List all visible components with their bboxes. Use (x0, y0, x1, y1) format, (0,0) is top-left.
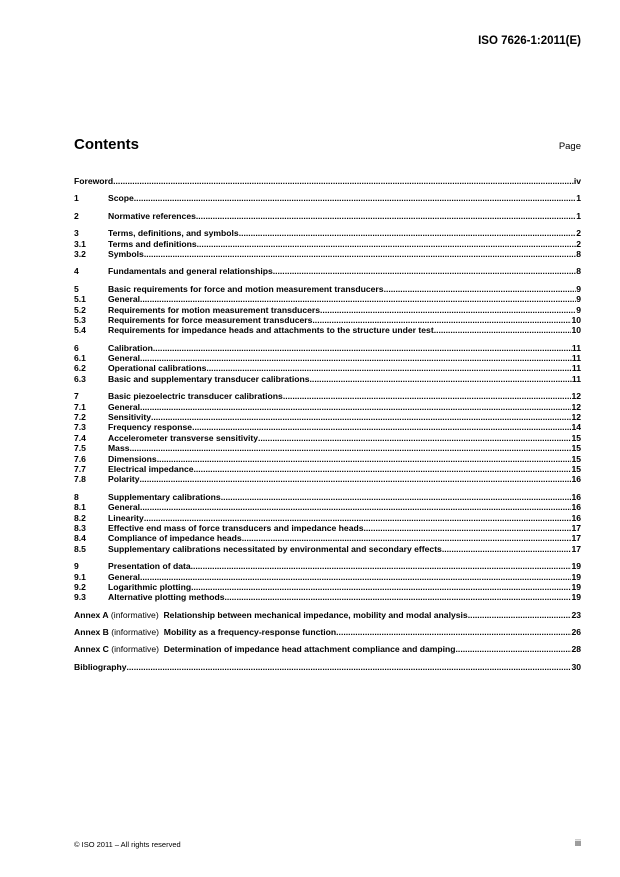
toc-entry-number: 7.8 (74, 474, 86, 485)
toc-entry-page: 17 (571, 533, 581, 544)
toc-entry-title: Basic piezoelectric transducer calibrations (108, 391, 283, 402)
toc-entry-number: 6.1 (74, 353, 86, 364)
toc-leader-dots (196, 211, 576, 221)
toc-entry-number: 3 (74, 228, 79, 239)
toc-entry-page: 12 (571, 391, 581, 402)
toc-entry-page: 16 (571, 491, 581, 502)
toc-entry-number: 7 (74, 391, 79, 402)
toc-entry-page: 8 (576, 248, 581, 259)
toc-entry-page: 12 (571, 412, 581, 423)
toc-entry-page: 15 (571, 453, 581, 464)
toc-entry[interactable] (74, 433, 581, 443)
toc-entry[interactable] (74, 464, 581, 474)
toc-entry-number: 9 (74, 561, 79, 572)
toc-entry-number: 8.2 (74, 512, 86, 523)
toc-entry-number: 2 (74, 210, 79, 221)
toc-entry-number: 9.1 (74, 571, 86, 582)
toc-entry-number: 8 (74, 491, 79, 502)
toc-leader-dots (194, 464, 572, 474)
table-of-contents (74, 176, 581, 672)
toc-annex-heading (74, 627, 336, 637)
toc-entry[interactable] (74, 305, 581, 315)
toc-leader-dots (221, 492, 572, 502)
toc-entry-title: Bibliography (74, 661, 127, 672)
toc-entry-title: Effective end mass of force transducers and impedance heads (108, 522, 364, 533)
toc-entry-page: 9 (576, 294, 581, 305)
toc-entry[interactable] (74, 249, 581, 259)
toc-entry-page: 1 (576, 193, 581, 204)
toc-entry-title: Requirements for motion measurement transducers (108, 304, 321, 315)
toc-entry-number: 7.7 (74, 463, 86, 474)
toc-entry[interactable] (74, 454, 581, 464)
toc-leader-dots (197, 239, 577, 249)
toc-entry-title: Requirements for impedance heads and attachments to the structure under test (108, 325, 434, 336)
toc-entry-title: Polarity (108, 474, 140, 485)
toc-entry[interactable] (74, 228, 581, 238)
toc-entry-number: 5 (74, 283, 79, 294)
toc-entry-title: General (108, 353, 141, 364)
toc-entry-page: 1 (576, 210, 581, 221)
toc-leader-dots (242, 533, 572, 543)
toc-entry-title: Terms and definitions (108, 238, 197, 249)
toc-annex-type: (informative) (108, 644, 164, 655)
toc-leader-dots (153, 343, 572, 353)
toc-entry-number: 9.3 (74, 592, 86, 603)
toc-leader-dots (134, 193, 576, 203)
toc-entry-page: 30 (571, 661, 581, 672)
toc-annex-entry[interactable] (74, 610, 581, 620)
toc-entry[interactable] (74, 239, 581, 249)
toc-entry-title: Electrical impedance (108, 463, 194, 474)
toc-entry-page: 19 (571, 561, 581, 572)
toc-entry-title: Symbols (108, 248, 144, 259)
contents-heading: Contents (74, 136, 139, 153)
toc-entry[interactable] (74, 315, 581, 325)
toc-bibliography-entry[interactable] (74, 662, 581, 672)
toc-entry[interactable] (74, 343, 581, 353)
toc-annex-title: Mobility as a frequency-response function (163, 627, 337, 638)
toc-entry-page: 10 (571, 325, 581, 336)
toc-entry[interactable] (74, 176, 581, 186)
toc-entry-page: 10 (571, 314, 581, 325)
toc-entry[interactable] (74, 492, 581, 502)
toc-leader-dots (225, 592, 572, 602)
toc-annex-heading (74, 610, 468, 620)
toc-leader-dots (157, 454, 572, 464)
toc-entry-page: 2 (576, 228, 581, 239)
toc-annex-label: Annex A (74, 609, 109, 620)
toc-leader-dots (442, 544, 572, 554)
toc-entry-page: 11 (571, 373, 581, 384)
toc-leader-dots (127, 662, 572, 672)
toc-entry[interactable] (74, 533, 581, 543)
toc-leader-dots (192, 422, 571, 432)
toc-entry[interactable] (74, 443, 581, 453)
toc-leader-dots (144, 513, 572, 523)
toc-leader-dots (151, 412, 571, 422)
toc-entry-page: 16 (571, 512, 581, 523)
toc-entry-page: 12 (571, 401, 581, 412)
toc-leader-dots (456, 644, 572, 654)
toc-entry-title: Normative references (108, 210, 196, 221)
toc-leader-dots (336, 627, 571, 637)
toc-entry-page: 17 (571, 543, 581, 554)
toc-entry[interactable] (74, 582, 581, 592)
toc-entry-title: Basic requirements for force and motion measurement transducers (108, 283, 384, 294)
toc-entry-page: 14 (571, 422, 581, 433)
document-code: ISO 7626-1:2011(E) (478, 35, 581, 47)
toc-entry[interactable] (74, 363, 581, 373)
toc-annex-label: Annex C (74, 644, 109, 655)
toc-entry-page: 15 (571, 432, 581, 443)
toc-entry-number: 8.4 (74, 533, 86, 544)
toc-entry-number: 6.3 (74, 373, 86, 384)
toc-entry-title: Supplementary calibrations (108, 491, 221, 502)
toc-annex-title: Determination of impedance head attachment compliance and damping (163, 644, 456, 655)
toc-entry-title: Compliance of impedance heads (108, 533, 242, 544)
toc-entry-title: Logarithmic plotting (108, 581, 192, 592)
toc-entry-title: Foreword (74, 176, 114, 186)
toc-entry-number: 7.2 (74, 412, 86, 423)
toc-leader-dots (140, 402, 571, 412)
toc-leader-dots (273, 266, 576, 276)
toc-entry-number: 9.2 (74, 581, 86, 592)
toc-entry-page: 9 (576, 304, 581, 315)
toc-entry-title: General (108, 502, 141, 513)
toc-entry-number: 6 (74, 342, 79, 353)
toc-entry-title: Terms, definitions, and symbols (108, 228, 239, 239)
toc-entry[interactable] (74, 572, 581, 582)
toc-entry-page: iv (573, 176, 581, 186)
toc-leader-dots (364, 523, 572, 533)
toc-leader-dots (258, 433, 571, 443)
toc-entry-page: 19 (571, 581, 581, 592)
toc-entry-title: Basic and supplementary transducer calibrations (108, 373, 310, 384)
toc-entry-title: Mass (108, 443, 130, 454)
toc-entry-page: 11 (571, 363, 581, 374)
toc-entry[interactable] (74, 422, 581, 432)
toc-entry-title: Dimensions (108, 453, 157, 464)
toc-entry[interactable] (74, 266, 581, 276)
toc-entry[interactable] (74, 374, 581, 384)
toc-leader-dots (191, 561, 572, 571)
toc-entry[interactable] (74, 523, 581, 533)
toc-entry-title: Presentation of data (108, 561, 191, 572)
toc-leader-dots (140, 572, 571, 582)
toc-entry-page: 19 (571, 571, 581, 582)
toc-entry-number: 8.1 (74, 502, 86, 513)
toc-entry[interactable] (74, 284, 581, 294)
toc-annex-type: (informative) (108, 627, 164, 638)
toc-entry-page: 26 (571, 627, 581, 638)
toc-entry-title: Frequency response (108, 422, 193, 433)
toc-leader-dots (312, 315, 571, 325)
toc-entry[interactable] (74, 294, 581, 304)
toc-entry-title: General (108, 571, 141, 582)
toc-entry-title: General (108, 294, 141, 305)
toc-annex-type: (informative) (108, 609, 164, 620)
toc-leader-dots (113, 176, 574, 186)
toc-leader-dots (239, 228, 577, 238)
toc-entry-title: General (108, 401, 141, 412)
toc-entry[interactable] (74, 561, 581, 571)
toc-entry-number: 7.6 (74, 453, 86, 464)
toc-entry-number: 1 (74, 193, 79, 204)
toc-leader-dots (140, 294, 576, 304)
toc-leader-dots (384, 284, 577, 294)
toc-entry[interactable] (74, 592, 581, 602)
toc-entry-page: 23 (571, 609, 581, 620)
toc-entry-title: Calibration (108, 342, 153, 353)
toc-entry[interactable] (74, 402, 581, 412)
toc-entry[interactable] (74, 353, 581, 363)
toc-leader-dots (283, 391, 572, 401)
toc-entry-number: 8.5 (74, 543, 86, 554)
toc-entry-page: 16 (571, 474, 581, 485)
toc-entry-page: 11 (571, 342, 581, 353)
toc-entry-title: Scope (108, 193, 134, 204)
toc-entry[interactable] (74, 544, 581, 554)
toc-entry-title: Requirements for force measurement transducers (108, 314, 313, 325)
copyright-notice: © ISO 2011 – All rights reserved (74, 840, 181, 849)
toc-leader-dots (140, 474, 572, 484)
toc-entry-title: Alternative plotting methods (108, 592, 225, 603)
toc-entry-page: 8 (576, 266, 581, 277)
toc-entry-page: 11 (571, 353, 581, 364)
toc-annex-heading (74, 644, 456, 654)
toc-entry-page: 2 (576, 238, 581, 249)
page-column-label: Page (558, 141, 581, 152)
toc-annex-entry[interactable] (74, 627, 581, 637)
toc-entry-number: 3.1 (74, 238, 86, 249)
toc-entry-page: 28 (571, 644, 581, 655)
toc-entry-number: 5.3 (74, 314, 86, 325)
toc-entry-title: Linearity (108, 512, 144, 523)
toc-entry-page: 15 (571, 463, 581, 474)
toc-entry[interactable] (74, 211, 581, 221)
toc-entry-number: 5.1 (74, 294, 86, 305)
toc-entry-title: Accelerometer transverse sensitivity (108, 432, 258, 443)
toc-entry[interactable] (74, 412, 581, 422)
toc-leader-dots (468, 610, 572, 620)
toc-annex-entry[interactable] (74, 644, 581, 654)
toc-annex-title: Relationship between mechanical impedance, mobility and modal analysis (163, 609, 468, 620)
toc-entry-number: 3.2 (74, 248, 86, 259)
toc-entry[interactable] (74, 391, 581, 401)
toc-entry-number: 5.4 (74, 325, 86, 336)
toc-leader-dots (140, 353, 572, 363)
toc-entry[interactable] (74, 502, 581, 512)
toc-entry-number: 6.2 (74, 363, 86, 374)
toc-entry-number: 8.3 (74, 522, 86, 533)
toc-leader-dots (206, 363, 572, 373)
toc-entry-number: 7.4 (74, 432, 86, 443)
toc-leader-dots (140, 502, 571, 512)
toc-entry-title: Operational calibrations (108, 363, 207, 374)
toc-entry[interactable] (74, 513, 581, 523)
toc-entry[interactable] (74, 325, 581, 335)
toc-entry-title: Sensitivity (108, 412, 151, 423)
toc-leader-dots (144, 249, 576, 259)
toc-entry[interactable] (74, 193, 581, 203)
toc-entry-title: Supplementary calibrations necessitated by environmental and secondary effects (108, 543, 442, 554)
toc-entry-title: Fundamentals and general relationships (108, 266, 273, 277)
page-number: iii (575, 838, 581, 848)
toc-entry-number: 5.2 (74, 304, 86, 315)
toc-entry-page: 9 (576, 283, 581, 294)
toc-leader-dots (191, 582, 571, 592)
toc-entry-page: 15 (571, 443, 581, 454)
toc-leader-dots (130, 443, 572, 453)
toc-entry-number: 4 (74, 266, 79, 277)
toc-annex-label: Annex B (74, 627, 109, 638)
toc-entry-page: 19 (571, 592, 581, 603)
toc-leader-dots (310, 374, 572, 384)
toc-entry-page: 16 (571, 502, 581, 513)
toc-entry-number: 7.3 (74, 422, 86, 433)
toc-entry[interactable] (74, 474, 581, 484)
toc-leader-dots (320, 305, 576, 315)
toc-leader-dots (434, 325, 572, 335)
toc-entry-number: 7.1 (74, 401, 86, 412)
toc-entry-number: 7.5 (74, 443, 86, 454)
toc-entry-page: 17 (571, 522, 581, 533)
